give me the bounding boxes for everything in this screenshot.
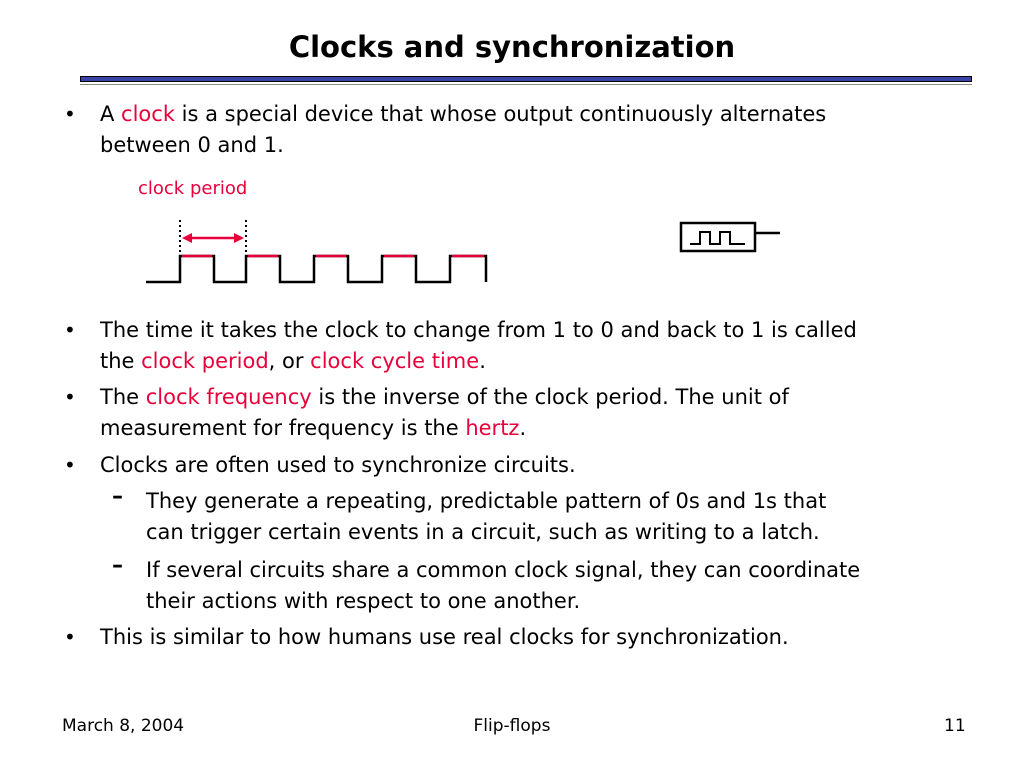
bullet-marker: • xyxy=(64,625,76,649)
footer-page-number: 11 xyxy=(944,716,966,736)
bullet-marker: • xyxy=(64,453,76,477)
bullet-1: A clock is a special device that whose output continuously alternates between 0 and 1. xyxy=(100,102,827,157)
bullet-marker: • xyxy=(64,318,76,342)
period-arrow xyxy=(182,233,244,243)
footer-topic: Flip-flops xyxy=(473,716,551,736)
bullet-marker: • xyxy=(64,385,76,409)
sub-bullet-marker: – xyxy=(112,553,123,578)
bullet-3: The clock frequency is the inverse of the clock period. The unit of measurement for frequency is the hertz. xyxy=(100,385,789,440)
clock-period-label: clock period xyxy=(138,178,248,199)
clock-waveform xyxy=(146,256,486,282)
bullet-marker: • xyxy=(64,102,76,126)
footer-date: March 8, 2004 xyxy=(62,716,185,736)
sub-bullet-marker: – xyxy=(112,484,123,509)
sub-bullet-1: They generate a repeating, predictable pattern of 0s and 1s that can trigger certain events in a circuit, such as writing to a latch. xyxy=(146,489,827,544)
bullet-5: This is similar to how humans use real clocks for synchronization. xyxy=(100,625,789,649)
clock-symbol xyxy=(681,223,780,251)
sub-bullet-2: If several circuits share a common clock signal, they can coordinate their actions with respect to one another. xyxy=(146,558,861,613)
slide-title: Clocks and synchronization xyxy=(288,30,736,64)
bullet-2: The time it takes the clock to change from 1 to 0 and back to 1 is called the clock period, or clock cycle time. xyxy=(100,318,857,373)
bullet-4: Clocks are often used to synchronize circuits. xyxy=(100,453,576,477)
